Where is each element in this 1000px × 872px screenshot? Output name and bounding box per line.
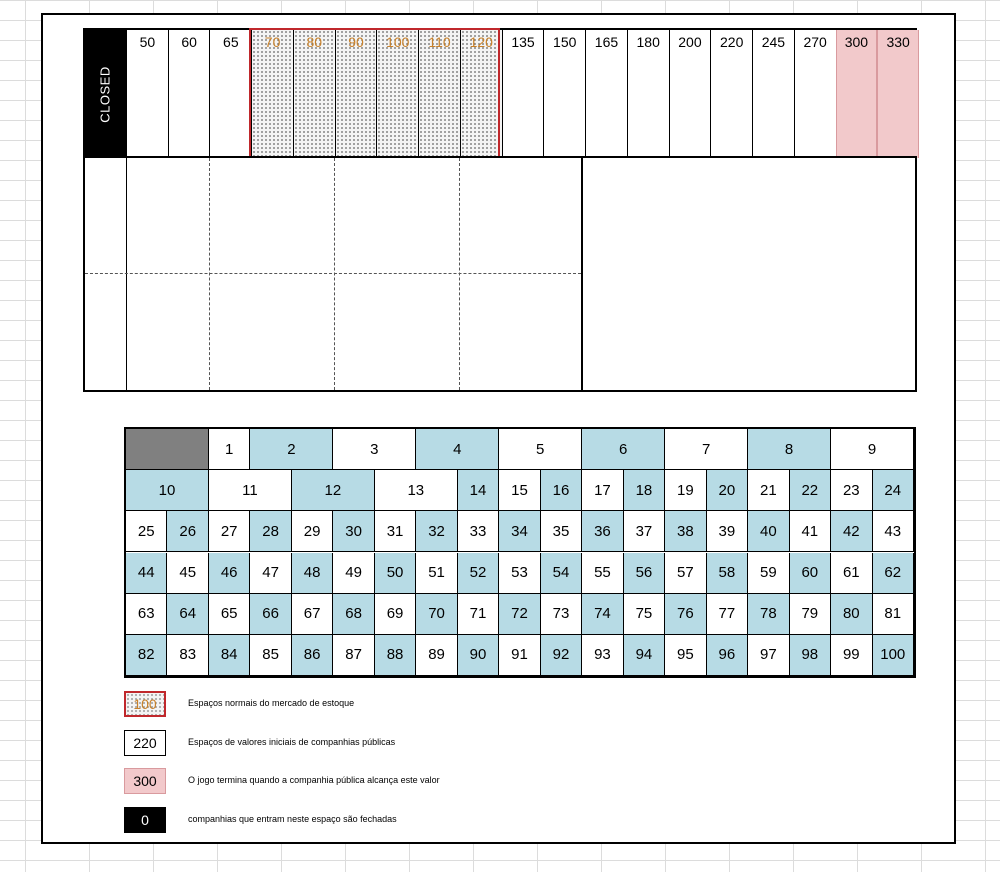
track-space: 110 — [418, 30, 460, 158]
track-space: 220 — [710, 30, 752, 158]
turn-cell: 55 — [582, 553, 623, 594]
turn-cell: 78 — [748, 594, 789, 635]
turn-cell: 48 — [292, 553, 333, 594]
turn-cell: 68 — [333, 594, 374, 635]
turn-cell: 75 — [624, 594, 665, 635]
turn-cell: 43 — [873, 511, 914, 552]
turn-cell: 21 — [748, 470, 789, 511]
turn-cell: 14 — [458, 470, 499, 511]
turn-counter-grid — [124, 427, 916, 678]
turn-cell: 7 — [665, 429, 748, 470]
turn-cell: 57 — [665, 553, 706, 594]
turn-cell: 79 — [790, 594, 831, 635]
column-divider — [126, 158, 127, 390]
grid-corner — [126, 429, 209, 470]
turn-cell: 51 — [416, 553, 457, 594]
turn-cell: 46 — [209, 553, 250, 594]
turn-cell: 35 — [541, 511, 582, 552]
company-area-right — [581, 156, 917, 392]
turn-cell: 24 — [873, 470, 914, 511]
turn-cell: 42 — [831, 511, 872, 552]
turn-cell: 77 — [707, 594, 748, 635]
turn-cell: 40 — [748, 511, 789, 552]
turn-cell: 44 — [126, 553, 167, 594]
track-space: 135 — [502, 30, 544, 158]
turn-cell: 86 — [292, 635, 333, 676]
track-space: 80 — [293, 30, 335, 158]
turn-cell: 27 — [209, 511, 250, 552]
turn-cell: 39 — [707, 511, 748, 552]
turn-cell: 11 — [209, 470, 292, 511]
turn-cell: 63 — [126, 594, 167, 635]
turn-cell: 32 — [416, 511, 457, 552]
turn-cell: 50 — [375, 553, 416, 594]
turn-cell: 87 — [333, 635, 374, 676]
turn-cell: 20 — [707, 470, 748, 511]
turn-cell: 45 — [167, 553, 208, 594]
track-space: 180 — [627, 30, 669, 158]
turn-cell: 85 — [250, 635, 291, 676]
turn-cell: 72 — [499, 594, 540, 635]
turn-cell: 8 — [748, 429, 831, 470]
turn-cell: 93 — [582, 635, 623, 676]
turn-cell: 67 — [292, 594, 333, 635]
turn-cell: 33 — [458, 511, 499, 552]
track-space: 300 — [836, 30, 878, 158]
turn-cell: 84 — [209, 635, 250, 676]
turn-cell: 36 — [582, 511, 623, 552]
turn-cell: 29 — [292, 511, 333, 552]
turn-cell: 19 — [665, 470, 706, 511]
dashed-divider — [334, 158, 335, 390]
track-space: 245 — [752, 30, 794, 158]
turn-cell: 61 — [831, 553, 872, 594]
track-space: 65 — [209, 30, 251, 158]
legend-text: Espaços normais do mercado de estoque — [188, 698, 355, 708]
turn-cell: 28 — [250, 511, 291, 552]
turn-cell: 31 — [375, 511, 416, 552]
game-end-swatch: 300 — [124, 768, 166, 794]
turn-cell: 54 — [541, 553, 582, 594]
turn-cell: 62 — [873, 553, 914, 594]
track-space: 120 — [460, 30, 502, 158]
turn-cell: 99 — [831, 635, 872, 676]
turn-cell: 23 — [831, 470, 872, 511]
turn-cell: 52 — [458, 553, 499, 594]
turn-cell: 30 — [333, 511, 374, 552]
dashed-divider — [209, 158, 210, 390]
track-space: 100 — [376, 30, 418, 158]
dashed-row-divider — [85, 273, 581, 274]
turn-cell: 90 — [458, 635, 499, 676]
stock-board — [83, 28, 917, 392]
turn-cell: 53 — [499, 553, 540, 594]
turn-cell: 38 — [665, 511, 706, 552]
track-space: 60 — [168, 30, 210, 158]
turn-cell: 18 — [624, 470, 665, 511]
turn-cell: 4 — [416, 429, 499, 470]
turn-cell: 89 — [416, 635, 457, 676]
legend-text: Espaços de valores iniciais de companhias públicas — [188, 737, 396, 747]
turn-cell: 66 — [250, 594, 291, 635]
company-area-left — [83, 156, 583, 392]
normal-space-swatch: 100 — [124, 691, 166, 717]
dashed-divider — [459, 158, 460, 390]
turn-cell: 1 — [209, 429, 250, 470]
turn-cell: 25 — [126, 511, 167, 552]
turn-cell: 95 — [665, 635, 706, 676]
turn-cell: 47 — [250, 553, 291, 594]
track-space: 165 — [585, 30, 627, 158]
legend-text: O jogo termina quando a companhia pública alcança este valor — [188, 775, 440, 785]
track-space: 50 — [126, 30, 168, 158]
turn-cell: 69 — [375, 594, 416, 635]
turn-cell: 60 — [790, 553, 831, 594]
turn-cell: 37 — [624, 511, 665, 552]
turn-cell: 2 — [250, 429, 333, 470]
turn-cell: 71 — [458, 594, 499, 635]
turn-cell: 22 — [790, 470, 831, 511]
turn-cell: 10 — [126, 470, 209, 511]
turn-cell: 12 — [292, 470, 375, 511]
track-space: 270 — [794, 30, 836, 158]
track-space: 70 — [251, 30, 293, 158]
turn-cell: 73 — [541, 594, 582, 635]
turn-cell: 13 — [375, 470, 458, 511]
turn-cell: 82 — [126, 635, 167, 676]
turn-cell: 59 — [748, 553, 789, 594]
turn-cell: 34 — [499, 511, 540, 552]
turn-cell: 58 — [707, 553, 748, 594]
initial-value-swatch: 220 — [124, 730, 166, 756]
turn-cell: 3 — [333, 429, 416, 470]
turn-cell: 15 — [499, 470, 540, 511]
turn-cell: 26 — [167, 511, 208, 552]
turn-cell: 56 — [624, 553, 665, 594]
turn-cell: 94 — [624, 635, 665, 676]
track-space: 150 — [543, 30, 585, 158]
turn-cell: 64 — [167, 594, 208, 635]
track-space: 330 — [877, 30, 919, 158]
turn-cell: 76 — [665, 594, 706, 635]
turn-cell: 100 — [873, 635, 914, 676]
turn-cell: 80 — [831, 594, 872, 635]
turn-cell: 96 — [707, 635, 748, 676]
turn-cell: 83 — [167, 635, 208, 676]
turn-cell: 98 — [790, 635, 831, 676]
turn-cell: 91 — [499, 635, 540, 676]
track-space: 90 — [335, 30, 377, 158]
turn-cell: 88 — [375, 635, 416, 676]
turn-cell: 6 — [582, 429, 665, 470]
turn-cell: 16 — [541, 470, 582, 511]
closed-label: CLOSED — [98, 65, 113, 123]
turn-cell: 65 — [209, 594, 250, 635]
turn-cell: 97 — [748, 635, 789, 676]
closed-space — [85, 30, 126, 158]
turn-cell: 9 — [831, 429, 914, 470]
stock-price-track — [83, 28, 917, 158]
closed-swatch: 0 — [124, 807, 166, 833]
turn-cell: 92 — [541, 635, 582, 676]
turn-cell: 81 — [873, 594, 914, 635]
turn-cell: 5 — [499, 429, 582, 470]
legend-text: companhias que entram neste espaço são fechadas — [188, 814, 397, 824]
turn-cell: 49 — [333, 553, 374, 594]
turn-cell: 17 — [582, 470, 623, 511]
track-space: 200 — [669, 30, 711, 158]
turn-cell: 41 — [790, 511, 831, 552]
turn-cell: 74 — [582, 594, 623, 635]
turn-cell: 70 — [416, 594, 457, 635]
